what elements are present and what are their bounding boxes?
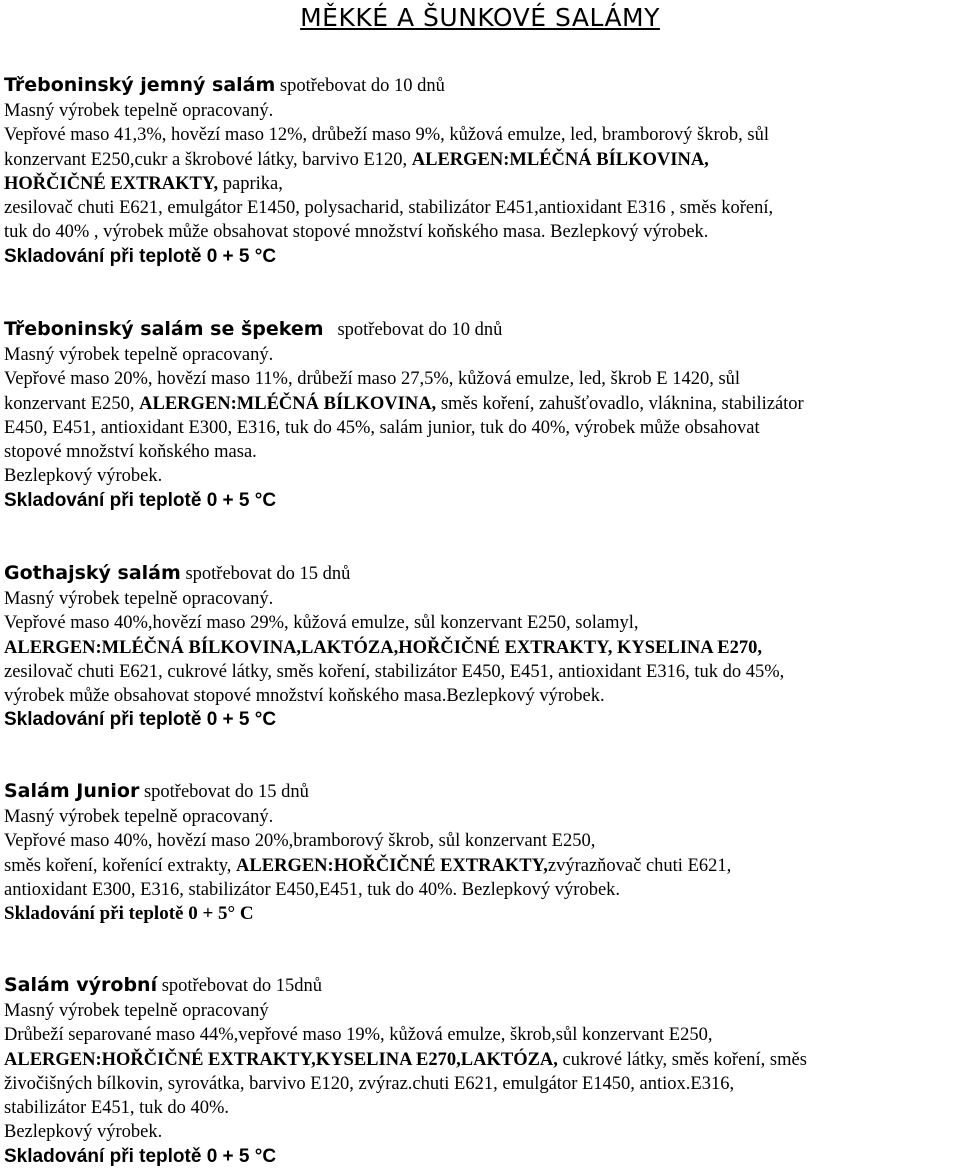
storage-instructions: Skladování při teplotě 0 + 5 °C: [4, 709, 277, 731]
composition-line: Vepřové maso 41,3%, hovězí maso 12%, drůbeží maso 9%, kůžová emulze, led, bramborový škrob, sůl: [4, 125, 769, 146]
composition-line: směs koření, kořenící extrakty, ALERGEN:HOŘČIČNÉ EXTRAKTY,zvýrazňovač chuti E621,: [4, 855, 732, 876]
product-expiry: spotřebovat do 15 dnů: [185, 564, 351, 584]
allergen-text: HOŘČIČNÉ EXTRAKTY,: [4, 173, 219, 194]
product-section: [4, 72, 956, 269]
composition-line: stabilizátor E451, tuk do 40%.: [4, 1098, 230, 1119]
product-section: [4, 560, 956, 733]
product-expiry: spotřebovat do 10 dnů: [279, 76, 445, 96]
storage-instructions: Skladování při teplotě 0 + 5 °C: [4, 245, 277, 267]
page-title: MĚKKÉ A ŠUNKOVÉ SALÁMY: [300, 3, 660, 32]
product-name: Třeboninský jemný salám: [4, 74, 276, 96]
product-name: Salám výrobní: [4, 974, 158, 996]
product-section: [4, 316, 956, 513]
product-type: Masný výrobek tepelně opracovaný: [4, 1001, 269, 1021]
storage-instructions: Skladování při teplotě 0 + 5° C: [4, 903, 254, 925]
product-type: Masný výrobek tepelně opracovaný.: [4, 345, 274, 365]
product-type: Masný výrobek tepelně opracovaný.: [4, 589, 274, 609]
product-name: Salám Junior: [4, 780, 140, 802]
composition-line: Vepřové maso 40%, hovězí maso 20%,bramborový škrob, sůl konzervant E250,: [4, 831, 596, 852]
composition-line: zesilovač chuti E621, emulgátor E1450, polysacharid, stabilizátor E451,antioxidant E316 , směs koření,: [4, 198, 774, 219]
product-type: Masný výrobek tepelně opracovaný.: [4, 101, 274, 121]
allergen-text: ALERGEN:MLÉČNÁ BÍLKOVINA,: [139, 393, 437, 414]
composition-line: E450, E451, antioxidant E300, E316, tuk do 45%, salám junior, tuk do 40%, výrobek může obsahovat: [4, 417, 760, 438]
product-type: Masný výrobek tepelně opracovaný.: [4, 807, 274, 827]
allergen-text: ALERGEN:HOŘČIČNÉ EXTRAKTY,KYSELINA E270,LAKTÓZA,: [4, 1049, 558, 1070]
composition-line: tuk do 40% , výrobek může obsahovat stopové množství koňského masa. Bezlepkový výrobek.: [4, 222, 709, 243]
product-expiry: spotřebovat do 15dnů: [161, 976, 323, 996]
composition-line: konzervant E250,cukr a škrobové látky, barvivo E120, ALERGEN:MLÉČNÁ BÍLKOVINA,: [4, 149, 709, 170]
composition-line: antioxidant E300, E316, stabilizátor E450,E451, tuk do 40%. Bezlepkový výrobek.: [4, 879, 621, 900]
composition-line: HOŘČIČNÉ EXTRAKTY, paprika,: [4, 173, 283, 194]
product-expiry: spotřebovat do 10 dnů: [337, 320, 503, 340]
allergen-text: ALERGEN:HOŘČIČNÉ EXTRAKTY,: [236, 855, 548, 876]
allergen-text: ALERGEN:MLÉČNÁ BÍLKOVINA,: [411, 149, 709, 170]
allergen-text: ALERGEN:MLÉČNÁ BÍLKOVINA,LAKTÓZA,HOŘČIČNÉ EXTRAKTY, KYSELINA E270,: [4, 637, 762, 658]
composition-line: Bezlepkový výrobek.: [4, 466, 163, 487]
composition-line: Drůbeží separované maso 44%,vepřové maso 19%, kůžová emulze, škrob,sůl konzervant E250,: [4, 1025, 713, 1046]
composition-line: stopové množství koňského masa.: [4, 442, 257, 463]
product-expiry: spotřebovat do 15 dnů: [143, 782, 309, 802]
composition-line: ALERGEN:HOŘČIČNÉ EXTRAKTY,KYSELINA E270,LAKTÓZA, cukrové látky, směs koření, směs: [4, 1049, 807, 1070]
composition-line: Bezlepkový výrobek.: [4, 1122, 163, 1143]
composition-line: zesilovač chuti E621, cukrové látky, směs koření, stabilizátor E450, E451, antioxidant E316, tuk do 45%,: [4, 661, 785, 682]
storage-instructions: Skladování při teplotě 0 + 5 °C: [4, 489, 277, 511]
product-section: [4, 778, 956, 926]
product-name: Gothajský salám: [4, 562, 181, 584]
product-section: [4, 972, 956, 1169]
composition-line: Vepřové maso 40%,hovězí maso 29%, kůžová emulze, sůl konzervant E250, solamyl,: [4, 613, 639, 634]
composition-line: Vepřové maso 20%, hovězí maso 11%, drůbeží maso 27,5%, kůžová emulze, led, škrob E 1420, sůl: [4, 369, 741, 390]
composition-line: živočišných bílkovin, syrovátka, barvivo E120, zvýraz.chuti E621, emulgátor E1450, antiox.E316,: [4, 1073, 735, 1094]
composition-line: výrobek může obsahovat stopové množství koňského masa.Bezlepkový výrobek.: [4, 686, 605, 707]
storage-instructions: Skladování při teplotě 0 + 5 °C: [4, 1145, 277, 1167]
composition-line: konzervant E250, ALERGEN:MLÉČNÁ BÍLKOVINA, směs koření, zahušťovadlo, vláknina, stabilizátor: [4, 393, 804, 414]
product-name: Třeboninský salám se špekem: [4, 318, 324, 340]
